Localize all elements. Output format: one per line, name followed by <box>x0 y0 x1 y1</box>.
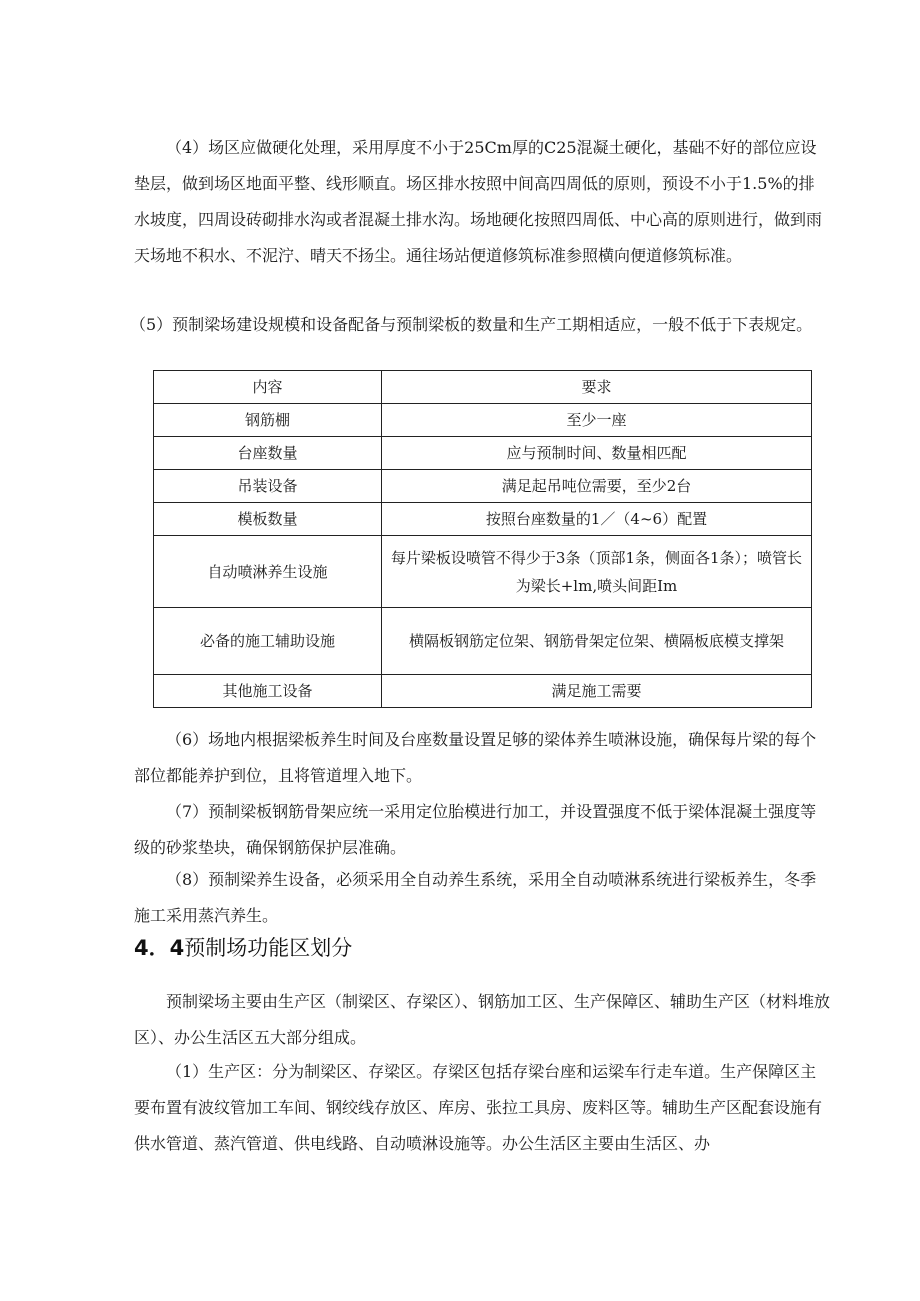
table-cell-item: 吊装设备 <box>154 470 382 503</box>
table-cell-item: 钢筋棚 <box>154 404 382 437</box>
table-cell-item: 自动喷淋养生设施 <box>154 536 382 608</box>
table-row <box>154 503 812 536</box>
paragraph-8: （8）预制梁养生设备，必须采用全自动养生系统，采用全自动喷淋系统进行梁板养生，冬季施工采用蒸汽养生。 <box>134 870 817 925</box>
table-cell-requirement: 按照台座数量的1／（4~6）配置 <box>382 503 812 536</box>
table-row <box>154 536 812 608</box>
table-row <box>154 470 812 503</box>
section-paragraph-production: （1）生产区：分为制梁区、存梁区。存梁区包括存梁台座和运梁车行走车道。生产保障区主要布置有波纹管加工车间、钢绞线存放区、库房、张拉工具房、废料区等。辅助生产区配套设施有供水管道、蒸汽管道、供电线路、自动喷淋设施等。办公生活区主要由生活区、办 <box>134 1062 823 1153</box>
section-paragraph-intro: 预制梁场主要由生产区（制梁区、存梁区）、钢筋加工区、生产保障区、辅助生产区（材料堆放区）、办公生活区五大部分组成。 <box>134 992 831 1047</box>
paragraph-4: （4）场区应做硬化处理，采用厚度不小于25Cm厚的C25混凝土硬化，基础不好的部位应设垫层，做到场区地面平整、线形顺直。场区排水按照中间高四周低的原则，预设不小于1.5%的排水坡度，四周设砖砌排水沟或者混凝土排水沟。场地硬化按照四周低、中心高的原则进行，做到雨天场地不积水、不泥泞、晴天不扬尘。通往场站便道修筑标准参照横向便道修筑标准。 <box>134 138 823 265</box>
table-cell-requirement: 每片梁板设喷管不得少于3条（顶部1条，侧面各1条）；喷管长为梁长+lm,喷头间距Im <box>382 536 812 608</box>
table-header-row <box>154 371 812 404</box>
paragraph-6: （6）场地内根据梁板养生时间及台座数量设置足够的梁体养生喷淋设施，确保每片梁的每个部位都能养护到位，且将管道埋入地下。 <box>134 730 817 785</box>
section-heading <box>134 930 352 966</box>
paragraph-5: （5）预制梁场建设规模和设备配备与预制梁板的数量和生产工期相适应，一般不低于下表规定。 <box>130 315 813 334</box>
table-cell-requirement: 应与预制时间、数量相匹配 <box>382 437 812 470</box>
table-cell-requirement: 满足起吊吨位需要，至少2台 <box>382 470 812 503</box>
table-row <box>154 675 812 708</box>
table-cell-item: 必备的施工辅助设施 <box>154 608 382 675</box>
table-header-requirement: 要求 <box>382 371 812 404</box>
table-cell-requirement: 横隔板钢筋定位架、钢筋骨架定位架、横隔板底模支撑架 <box>382 608 812 675</box>
table-cell-item: 台座数量 <box>154 437 382 470</box>
table-row <box>154 404 812 437</box>
table-cell-item: 模板数量 <box>154 503 382 536</box>
table-cell-requirement: 满足施工需要 <box>382 675 812 708</box>
table-row <box>154 608 812 675</box>
section-number: 4．4 <box>134 936 185 960</box>
requirements-table <box>153 370 812 708</box>
table-cell-item: 其他施工设备 <box>154 675 382 708</box>
table-header-item: 内容 <box>154 371 382 404</box>
paragraph-7: （7）预制梁板钢筋骨架应统一采用定位胎模进行加工，并设置强度不低于梁体混凝土强度等级的砂浆垫块，确保钢筋保护层准确。 <box>134 802 817 857</box>
table-cell-requirement: 至少一座 <box>382 404 812 437</box>
table-row <box>154 437 812 470</box>
section-title-text: 预制场功能区划分 <box>184 936 353 960</box>
